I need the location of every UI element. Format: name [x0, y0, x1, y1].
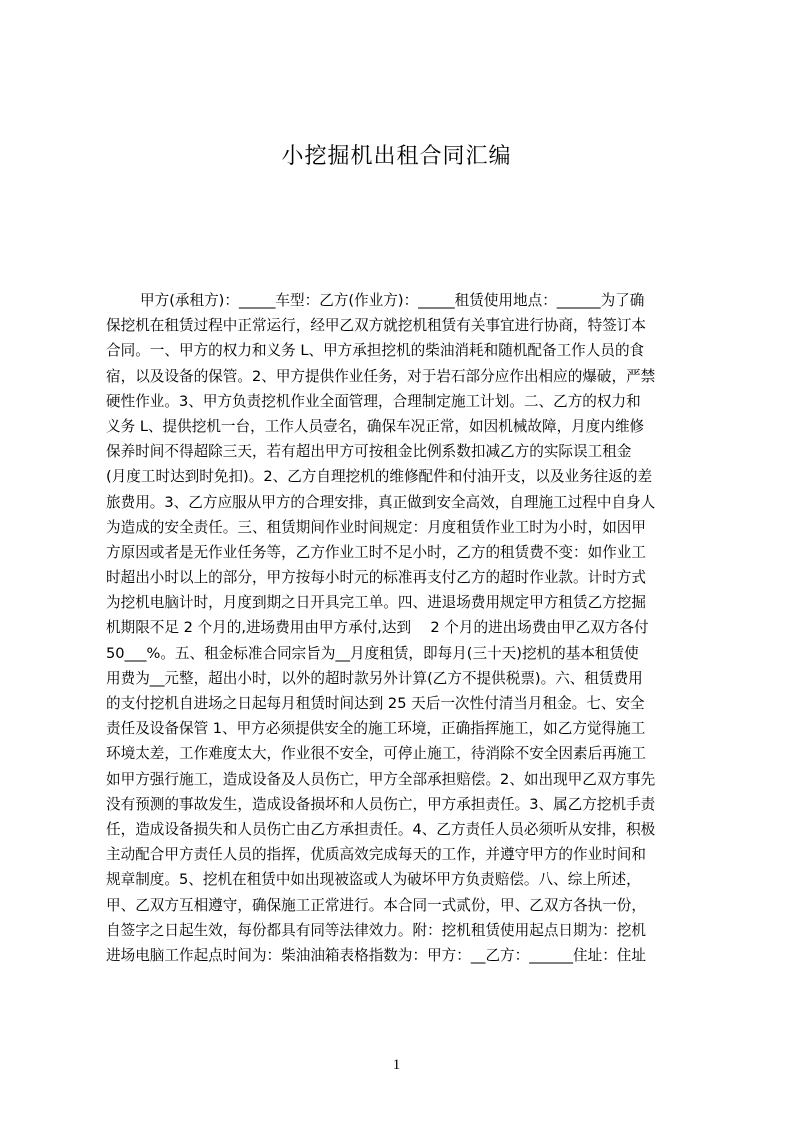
- body-line: 为挖机电脑计时，月度到期之日开具完工单。四、进退场费用规定甲方租赁乙方挖掘: [106, 594, 646, 612]
- body-line: 方原因或者是无作业任务等，乙方作业工时不足小时，乙方的租赁费不变：如作业工: [106, 543, 646, 561]
- body-line: 宿，以及设备的保管。2、甲方提供作业任务，对于岩石部分应作出相应的爆破，严禁: [106, 367, 656, 385]
- body-line: 自签字之日起生效，每份都具有同等法律效力。附：挖机租赁使用起点日期为：挖机: [106, 921, 646, 939]
- body-line: 50___%。五、租金标准合同宗旨为__月度租赁，即每月(三十天)挖机的基本租赁使: [106, 644, 639, 662]
- body-line: 用费为__元整，超出小时，以外的超时款另外计算(乙方不提供税票)。六、租赁费用: [106, 669, 643, 687]
- body-line: 保养时间不得超除三天，若有超出甲方可按租金比例系数扣减乙方的实际误工租金: [106, 443, 632, 461]
- body-line: 硬性作业。3、甲方负责挖机作业全面管理，合理制定施工计划。二、乙方的权力和: [106, 392, 641, 410]
- body-line: 的支付挖机自进场之日起每月租赁时间达到 25 天后一次性付清当月租金。七、安全: [106, 695, 645, 712]
- body-line: 合同。一、甲方的权力和义务 L、甲方承担挖机的柴油消耗和随机配备工作人员的食: [106, 342, 645, 360]
- body-line: 甲、乙双方互相遵守，确保施工正常进行。本合同一式贰份，甲、乙双方各执一份，: [106, 896, 646, 914]
- body-line: 主动配合甲方责任人员的指挥，优质高效完成每天的工作，并遵守甲方的作业时间和: [106, 846, 646, 864]
- body-line: 保挖机在租赁过程中正常运行，经甲乙双方就挖机租赁有关事宜进行协商，特签订本: [106, 317, 646, 335]
- body-line: 旅费用。3、乙方应服从甲方的合理安排，真正做到安全高效，自理施工过程中自身人: [106, 493, 656, 511]
- body-line: 甲方(承租方)：_____车型：乙方(作业方)：_____租赁使用地点：______为了确: [140, 292, 645, 309]
- body-line: 机期限不足 2 个月的,进场费用由甲方承付,达到 2 个月的进出场费由甲乙双方各付: [106, 619, 649, 637]
- body-line: 环境太差，工作难度太大，作业很不安全，可停止施工，待消除不安全因素后再施工: [106, 745, 646, 763]
- body-line: 规章制度。5、挖机在租赁中如出现被盗或人为破坏甲方负责赔偿。八、综上所述，: [106, 871, 641, 889]
- body-line: 时超出小时以上的部分，甲方按每小时元的标准再支付乙方的超时作业款。计时方式: [106, 569, 646, 587]
- contract-body: [106, 288, 700, 968]
- body-line: 为造成的安全责任。三、租赁期间作业时间规定：月度租赁作业工时为小时，如因甲: [106, 518, 646, 536]
- document-title: 小挖掘机出租合同汇编: [281, 144, 512, 169]
- body-line: 责任及设备保管 1、甲方必须提供安全的施工环境，正确指挥施工，如乙方觉得施工: [106, 720, 646, 738]
- body-line: 任，造成设备损失和人员伤亡由乙方承担责任。4、乙方责任人员必须听从安排，积极: [106, 820, 656, 838]
- body-line: 义务 L、提供挖机一台，工作人员壹名，确保车况正常，如因机械故障，月度内维修: [106, 417, 645, 435]
- body-line: (月度工时达到时免扣)。2、乙方自理挖机的维修配件和付油开支，以及业务往返的差: [106, 468, 653, 486]
- body-line: 没有预测的事故发生，造成设备损坏和人员伤亡，甲方承担责任。3、属乙方挖机手责: [106, 795, 656, 813]
- page-number: 1: [392, 1057, 401, 1073]
- body-line: 如甲方强行施工，造成设备及人员伤亡，甲方全部承担赔偿。2、如出现甲乙双方事先: [106, 770, 656, 788]
- body-line: 进场电脑工作起点时间为：柴油油箱表格指数为：甲方：__乙方：______住址：住址: [106, 946, 646, 964]
